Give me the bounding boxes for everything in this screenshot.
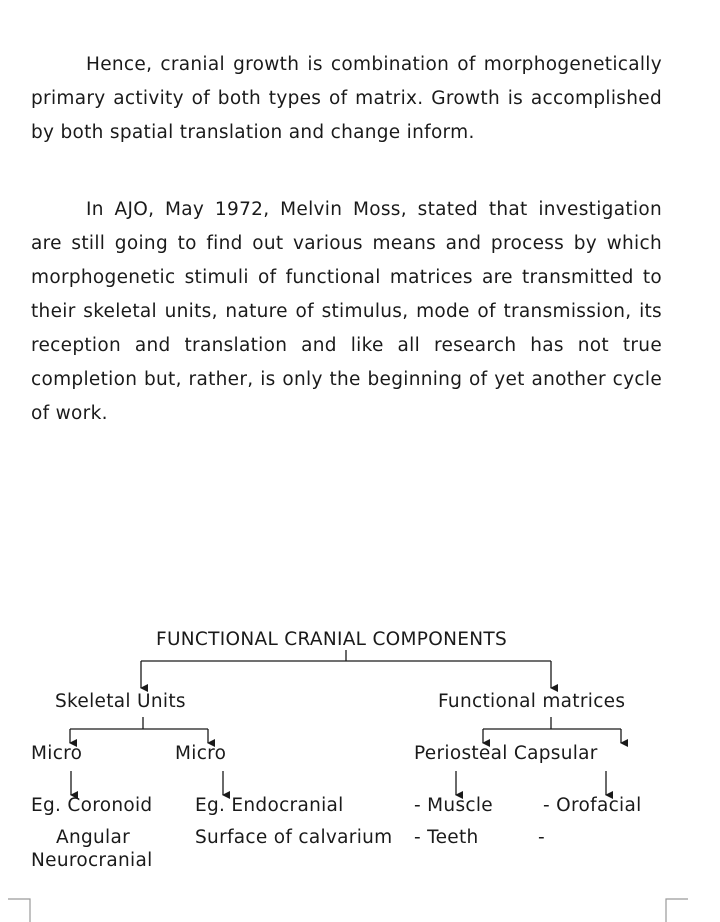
micro-left-label: Micro [31, 743, 83, 764]
eg-coronoid-label: Eg. Coronoid [31, 795, 153, 816]
angular-label: Angular [56, 827, 131, 848]
page-corner-mark-right [664, 898, 688, 922]
surface-of-calvarium-label: Surface of calvarium [195, 827, 393, 848]
orofacial-label: - Orofacial [543, 795, 642, 816]
eg-endocranial-label: Eg. Endocranial [195, 795, 344, 816]
dash-label: - [538, 827, 545, 848]
paragraph-ajo-moss: In AJO, May 1972, Melvin Moss, stated that investigation are still going to find out various means and process by which morphogenetic stimuli of functional matrices are transmitted to their skeletal units, nature of stimulus, mode of transmission, its reception and translation and like all research has not true completion but, rather, is only the beginning of yet another cycle of work. [31, 199, 662, 424]
paragraph-cranial-growth: Hence, cranial growth is combination of morphogenetically primary activity of both types of matrix. Growth is accomplished by both spatial translation and change inform. [31, 54, 662, 143]
teeth-label: - Teeth [414, 827, 479, 848]
diagram-title: FUNCTIONAL CRANIAL COMPONENTS [156, 629, 508, 650]
periosteal-capsular-label: Periosteal Capsular [414, 743, 598, 764]
neurocranial-label: Neurocranial [31, 850, 153, 871]
functional-matrices-label: Functional matrices [438, 691, 626, 712]
muscle-label: - Muscle [414, 795, 493, 816]
skeletal-units-label: Skeletal Units [55, 691, 186, 712]
micro-right-label: Micro [175, 743, 227, 764]
page-corner-mark-left [8, 898, 32, 922]
